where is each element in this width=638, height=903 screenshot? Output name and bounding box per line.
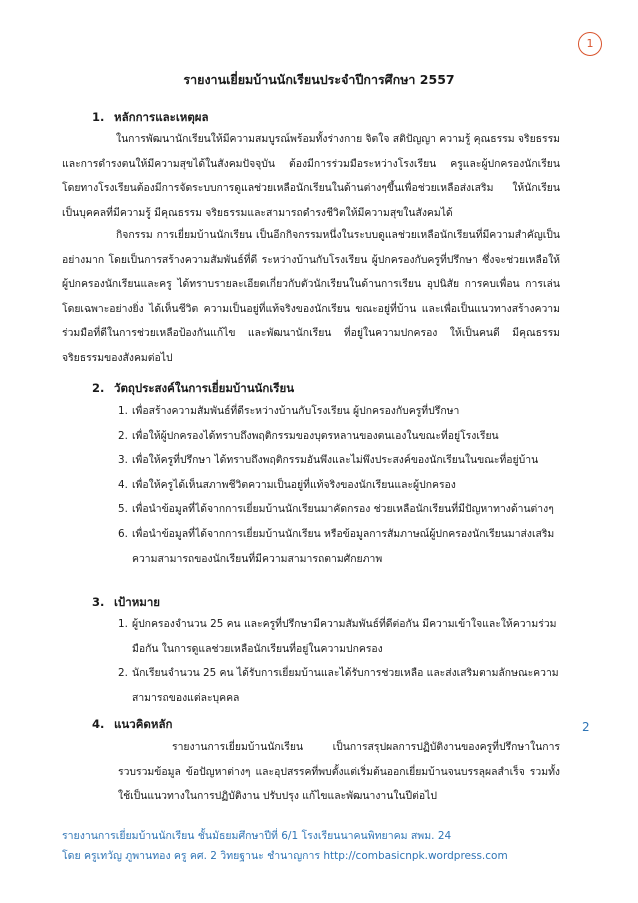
- objective-item: [118, 399, 560, 424]
- objective-number: 3.: [118, 454, 128, 467]
- section-1-title: หลักการและเหตุผล: [114, 110, 209, 124]
- document-title: รายงานเยี่ยมบ้านนักเรียนประจำปีการศึกษา 2557: [183, 72, 455, 87]
- target-text: ผู้ปกครองจำนวน 25 คน และครูที่ปรึกษามีความสัมพันธ์ที่ดีต่อกัน มีความเข้าใจและให้ความร่วมมือกัน ในการดูแลช่วยเหลือนักเรียนที่อยู่ในความปกครอง: [132, 618, 557, 655]
- objective-number: 4.: [118, 478, 128, 491]
- target-item: [118, 661, 560, 710]
- section-4-number: 4.: [92, 717, 105, 731]
- objective-text: เพื่อให้ผู้ปกครองได้ทราบถึงพฤติกรรมของบุตรหลานของตนเองในขณะที่อยู่โรงเรียน: [132, 429, 499, 442]
- side-page-number: 2: [582, 720, 590, 734]
- section-4-title: แนวคิดหลัก: [114, 717, 173, 731]
- section-1-heading: [92, 109, 209, 127]
- target-number: 2.: [118, 667, 128, 680]
- targets-list: [118, 612, 560, 710]
- objective-number: 5.: [118, 503, 128, 516]
- objective-text: เพื่อให้ครูได้เห็นสภาพชีวิตความเป็นอยู่ที่แท้จริงของนักเรียนและผู้ปกครอง: [132, 478, 456, 491]
- section-1-number: 1.: [92, 110, 105, 124]
- objective-number: 6.: [118, 527, 128, 540]
- page-number-badge: 1: [578, 32, 602, 56]
- section-1-paragraph-1: ในการพัฒนานักเรียนให้มีความสมบูรณ์พร้อมทั้งร่างกาย จิตใจ สติปัญญา ความรู้ คุณธรรม จริยธรรม และการดำรงตนให้มีความสุขได้ในสังคมปัจจุบัน ต้องมีการร่วมมือระหว่างโรงเรียน ครูและผู้ปกครองนักเรียน โดยทางโรงเรียนต้องมีการจัดระบบการดูแลช่วยเหลือนักเรียนในด้านต่างๆขึ้นเพื่อช่วยเหลือส่งเสริม ให้นักเรียนเป็นบุคคลที่มีความรู้ มีคุณธรรม จริยธรรมและสามารถดำรงชีวิตให้มีความสุขในสังคมได้: [62, 133, 561, 219]
- objective-text: เพื่อนำข้อมูลที่ได้จากการเยี่ยมบ้านนักเรียนมาคัดกรอง ช่วยเหลือนักเรียนที่มีปัญหาทางด้านต่างๆ: [132, 503, 554, 516]
- objective-item: [118, 448, 560, 473]
- objective-item: [118, 473, 560, 498]
- target-item: [118, 612, 560, 661]
- objective-item: [118, 522, 560, 571]
- section-4-heading: [92, 716, 172, 734]
- objective-number: 1.: [118, 405, 128, 417]
- section-2-heading: [92, 380, 294, 398]
- objective-item: [118, 497, 560, 522]
- target-number: 1.: [118, 618, 128, 630]
- objective-text: เพื่อนำข้อมูลที่ได้จากการเยี่ยมบ้านนักเรียน หรือข้อมูลการสัมภาษณ์ผู้ปกครองนักเรียนมาส่งเสริมความสามารถของนักเรียนที่มีความสามารถตามศักยภาพ: [132, 527, 555, 565]
- objective-text: เพื่อให้ครูที่ปรึกษา ได้ทราบถึงพฤติกรรมอันพึงและไม่พึงประสงค์ของนักเรียนในขณะที่อยู่บ้าน: [132, 454, 539, 467]
- section-1-paragraph-2: กิจกรรม การเยี่ยมบ้านนักเรียน เป็นอีกกิจกรรมหนึ่งในระบบดูแลช่วยเหลือนักเรียนที่มีความสำคัญเป็นอย่างมาก โดยเป็นการสร้างความสัมพันธ์ที่ดี ระหว่างบ้านกับโรงเรียน ผู้ปกครองกับครูที่ปรึกษา ซึ่งจะช่วยเหลือให้ผู้ปกครองนักเรียนและครู ได้ทราบรายละเอียดเกี่ยวกับตัวนักเรียนในด้านการเรียน อุปนิสัย การคบเพื่อน การเล่น โดยเฉพาะอย่างยิ่ง ได้เห็นชีวิต ความเป็นอยู่ที่แท้จริงของนักเรียน ขณะอยู่ที่บ้าน และเพื่อเป็นแนวทางสร้างความร่วมมือที่ดีในการช่วยเหลือป้องกันแก้ไข และพัฒนานักเรียน ที่อยู่ในความปกครอง ให้เป็นคนดี มีคุณธรรม จริยธรรมของสังคมต่อไป: [62, 229, 560, 364]
- footer-line-1: รายงานการเยี่ยมบ้านนักเรียน ชั้นมัธยมศึกษาปีที่ 6/1 โรงเรียนนาคนพิทยาคม สพม. 24: [62, 830, 452, 842]
- section-4-paragraph: รายงานการเยี่ยมบ้านนักเรียน เป็นการสรุปผลการปฏิบัติงานของครูที่ปรึกษาในการรวบรวมข้อมูล ข้อปัญหาต่างๆ และอุปสรรคที่พบตั้งแต่เริ่มต้นออกเยี่ยมบ้านจนบรรลุผลสำเร็จ รวมทั้งใช้เป็นแนวทางในการปฏิบัติงาน ปรับปรุง แก้ไขและพัฒนางานในปีต่อไป: [118, 741, 560, 803]
- section-3-heading: [92, 594, 160, 612]
- section-3-title: เป้าหมาย: [114, 595, 161, 609]
- objective-text: เพื่อสร้างความสัมพันธ์ที่ดีระหว่างบ้านกับโรงเรียน ผู้ปกครองกับครูที่ปรึกษา: [132, 405, 460, 417]
- target-text: นักเรียนจำนวน 25 คน ได้รับการเยี่ยมบ้านและได้รับการช่วยเหลือ และส่งเสริมตามลักษณะความสามารถของแต่ละบุคคล: [132, 667, 559, 704]
- section-2-number: 2.: [92, 381, 105, 395]
- section-2-title: วัตถุประสงค์ในการเยี่ยมบ้านนักเรียน: [114, 381, 295, 395]
- footer-line-2: โดย ครูเทวัญ ภูพานทอง ครู คศ. 2 วิทยฐานะ ชำนาญการ http://combasicnpk.wordpress.com: [62, 850, 508, 862]
- section-3-number: 3.: [92, 595, 105, 609]
- objective-number: 2.: [118, 429, 128, 442]
- objective-item: [118, 424, 560, 449]
- objectives-list: [118, 399, 560, 571]
